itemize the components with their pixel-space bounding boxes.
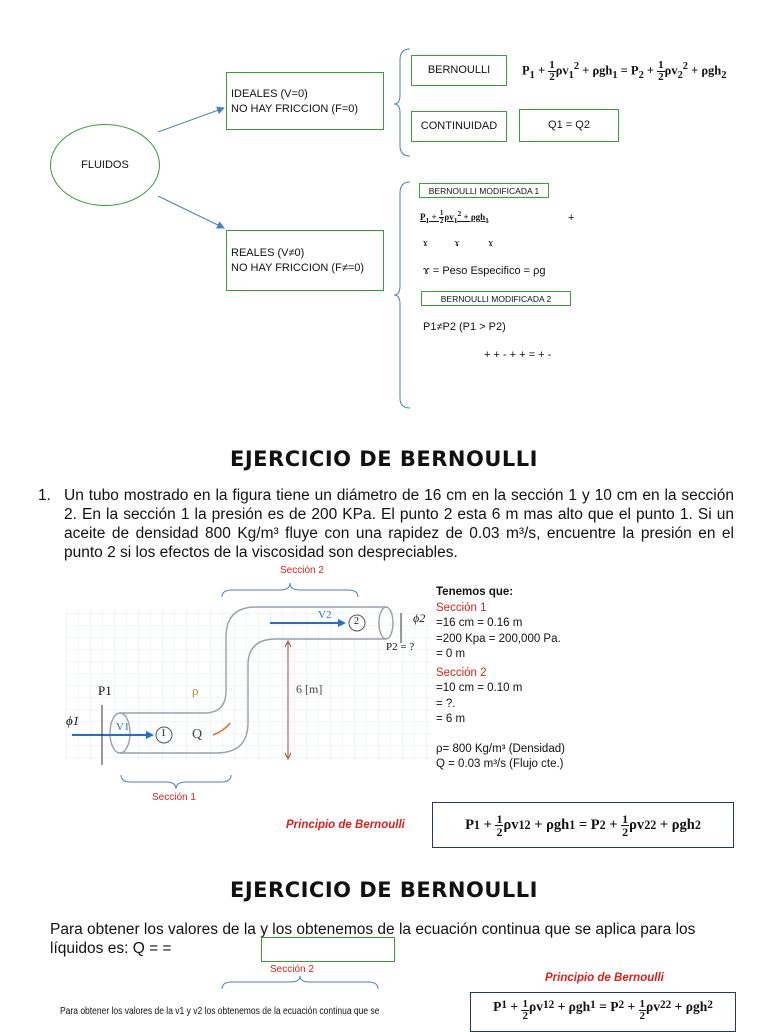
peso-especifico: ɤ = Peso Especifico = ρg <box>423 265 546 277</box>
given-s1-height: = 0 m <box>436 648 466 660</box>
ideales-box <box>226 72 384 130</box>
bernoulli-mod2-label: BERNOULLI MODIFICADA 2 <box>440 293 552 304</box>
bernoulli-equation-box-2: P 1 + $\frac{1}{2}$ ρv $^1$ 2 + ρgh 1 = P 2 + $\frac{1}{2}$ ρv $^2$ 2 + ρgh 2 <box>470 992 736 1032</box>
label-phi1: ϕ1 <box>66 713 80 728</box>
gamma-3: ɤ <box>488 237 494 249</box>
section2-title: EJERCICIO DE BERNOULLI <box>230 878 538 902</box>
section2-text: Para obtener los valores de la y los obtenemos de la ecuación continua que se aplica para los líquidos es: Q = = <box>50 921 696 957</box>
label-point1: 1 <box>161 728 166 739</box>
bernoulli-mod1-equation: $P_1$ + $\frac{1}{2}$ $\rho v_1^2 + \rho gh_1$ <box>420 209 489 226</box>
q-equation: Q1 = Q2 <box>548 119 590 131</box>
label-v1: V1 <box>116 721 130 733</box>
label-p1: P1 <box>98 683 112 698</box>
figure-seccion1-label: Sección 1 <box>152 792 196 803</box>
section2-brace <box>220 976 380 990</box>
problem-number: 1. <box>38 487 51 504</box>
label-point2: 2 <box>354 616 359 627</box>
arrow-to-ideales <box>158 108 224 132</box>
given-values <box>436 585 736 773</box>
sign-sequence: + + - + + = + - <box>484 349 552 361</box>
reales-line1: REALES (V≠0) <box>231 247 305 259</box>
continuity-input-box <box>261 937 395 962</box>
label-q: Q <box>192 727 203 742</box>
ideales-line2: NO HAY FRICCION (F=0) <box>231 103 359 115</box>
gamma-2: ɤ <box>454 237 460 249</box>
footer-snippet: Para obtener los valores de la v1 y v2 los obtenemos de la ecuación continua que se <box>60 1006 380 1017</box>
plus-sign: + <box>568 212 575 224</box>
reales-box <box>226 230 384 291</box>
section2-seccion2-label: Sección 2 <box>270 964 314 975</box>
ideales-line1: IDEALES (V=0) <box>231 88 308 100</box>
given-s1-diameter: =16 cm = 0.16 m <box>436 617 523 629</box>
given-density: ρ= 800 Kg/m³ (Densidad) <box>436 742 565 755</box>
given-s2-diameter: =10 cm = 0.10 m <box>436 682 523 694</box>
q-equation-box <box>519 109 619 142</box>
bernoulli-mod2-box <box>421 291 571 306</box>
bernoulli-box <box>411 55 507 86</box>
given-seccion2: Sección 2 <box>436 666 487 679</box>
given-s2-height: = 6 m <box>436 713 466 725</box>
section1-title: EJERCICIO DE BERNOULLI <box>230 447 538 471</box>
given-s2-pressure: = ?. <box>436 697 456 710</box>
gamma-1: ɤ <box>423 237 428 249</box>
bernoulli-mod1-label: BERNOULLI MODIFICADA 1 <box>428 185 540 196</box>
given-s1-pressure: =200 Kpa = 200,000 Pa. <box>436 632 561 645</box>
label-phi2: ϕ2 <box>413 611 426 625</box>
bernoulli-mod1-box <box>419 183 549 198</box>
brace-bottom <box>394 182 410 408</box>
continuidad-label: CONTINUIDAD <box>420 120 498 132</box>
pipe-figure-drawing <box>66 565 432 805</box>
pipe-figure <box>66 565 432 805</box>
continuidad-box <box>411 111 507 142</box>
principio-label-2: Principio de Bernoulli <box>545 972 664 984</box>
gamma-row <box>423 237 493 249</box>
problem-statement: Un tubo mostrado en la figura tiene un diámetro de 16 cm en la sección 1 y 10 cm en la sección 2. En la sección 1 la presión es de 200 KPa. El punto 2 esta 6 m mas alto que el punto 1. Si un aceite de densidad 800 Kg/m³ fluye con una rapidez de 0.03 m³/s, encuentre la presión en el punto 2 si los efectos de la viscosidad son despreciables. <box>64 487 734 561</box>
given-heading: Tenemos que: <box>436 586 514 598</box>
bernoulli-label: BERNOULLI <box>427 64 491 76</box>
label-height: 6 [m] <box>296 682 323 696</box>
bernoulli-equation-box-1: P 1 + $\frac{1}{2}$ ρv 1 2 + ρgh 1 = P 2 + $\frac{1}{2}$ ρv 2 2 + ρgh 2 <box>432 802 734 848</box>
figure-seccion2-label: Sección 2 <box>280 565 324 576</box>
reales-line2: NO HAY FRICCION (F≠=0) <box>231 262 365 274</box>
label-p2: P2 = ? <box>386 641 415 653</box>
fluidos-label: FLUIDOS <box>81 158 129 171</box>
label-rho: ρ <box>192 683 199 698</box>
principio-label-1: Principio de Bernoulli <box>286 819 405 831</box>
pressure-inequality: P1≠P2 (P1 > P2) <box>423 321 506 333</box>
bernoulli-equation-top: $P_1$ + $\frac{1}{2}$ $\rho v_1^2 + \rho gh_1 = P_2$ + $\frac{1}{2}$ $\rho v_2^2 + \rho gh_2$ <box>522 59 727 83</box>
label-v2: V2 <box>318 609 332 621</box>
brace-top <box>394 49 410 156</box>
given-seccion1: Sección 1 <box>436 601 487 614</box>
arrow-to-reales <box>158 196 224 228</box>
given-flow: Q = 0.03 m³/s (Flujo cte.) <box>436 758 564 770</box>
